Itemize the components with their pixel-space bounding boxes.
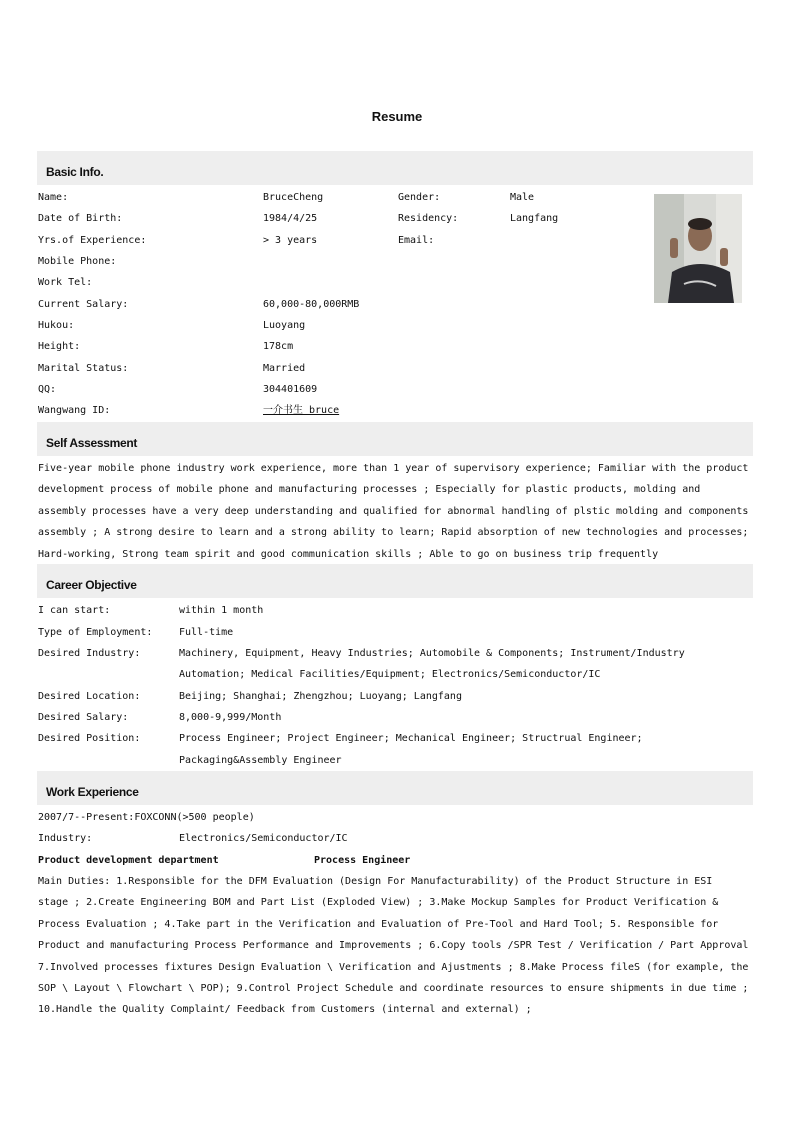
gender-value: Male (510, 192, 535, 203)
profile-photo (654, 194, 742, 303)
mobile-label: Mobile Phone: (38, 256, 117, 267)
qq-label: QQ: (38, 384, 57, 395)
marital-label: Marital Status: (38, 363, 129, 374)
career-objective-heading: Career Objective (46, 578, 137, 592)
gender-label: Gender: (398, 192, 441, 203)
hukou-label: Hukou: (38, 320, 75, 331)
duty-line: Process Evaluation ; 4.Take part in the Verification and Evaluation of Pre-Tool and Hard Tool; 5. Responsible for (38, 918, 719, 930)
email-label: Email: (398, 235, 435, 246)
duty-line: Main Duties: 1.Responsible for the DFM Evaluation (Design For Manufacturability) of the Product Structure in ESI (38, 876, 713, 887)
current-salary-label: Current Salary: (38, 299, 129, 310)
height-value: 178cm (263, 341, 294, 352)
self-assessment-heading: Self Assessment (46, 436, 138, 450)
duty-line: 10.Handle the Quality Complaint/ Feedback from Customers (internal and external) ; (38, 1004, 532, 1016)
start-value: within 1 month (179, 605, 264, 616)
desired-salary-label: Desired Salary: (38, 712, 129, 723)
duty-line: stage ; 2.Create Engineering BOM and Part List (Exploded View) ; 3.Make Mockup Samples for Product Verification & (38, 897, 719, 909)
work-industry-label: Industry: (38, 833, 93, 844)
work-experience-heading: Work Experience (46, 785, 139, 799)
name-label: Name: (38, 192, 69, 203)
desired-position-value: Process Engineer; Project Engineer; Mechanical Engineer; Structrual Engineer; (179, 733, 643, 744)
wangwang-link[interactable]: 一介书生 bruce (263, 405, 340, 416)
current-salary-value: 60,000-80,000RMB (263, 299, 360, 310)
experience-label: Yrs.of Experience: (38, 235, 147, 246)
desired-position-label: Desired Position: (38, 733, 141, 744)
wangwang-label: Wangwang ID: (38, 405, 111, 416)
duty-line: SOP \ Layout \ Flowchart \ POP); 9.Control Project Schedule and coordinate resources to ensure shipments in due time ; (38, 983, 749, 995)
qq-value: 304401609 (263, 384, 318, 395)
desired-industry-value-cont: Automation; Medical Facilities/Equipment; Electronics/Semiconductor/IC (179, 669, 601, 680)
desired-position-value-cont: Packaging&Assembly Engineer (179, 755, 342, 766)
self-line: assembly ; A strong desire to learn and a strong ability to learn; Rapid absorption of new technologies and processes; (38, 527, 749, 539)
self-line: assembly processes have a very deep understanding and qualified for abnormal handling of plstic molding and components (38, 505, 749, 517)
basic-info-heading: Basic Info. (46, 165, 104, 179)
start-label: I can start: (38, 605, 111, 616)
marital-value: Married (263, 363, 306, 374)
self-line: Hard-working, Strong team spirit and good communication skills ; Able to go on business trip frequently (38, 548, 659, 560)
career-objective-header (37, 564, 753, 598)
desired-location-label: Desired Location: (38, 691, 141, 702)
dob-label: Date of Birth: (38, 213, 123, 224)
work-department: Product development department (38, 855, 219, 866)
height-label: Height: (38, 341, 81, 352)
dob-value: 1984/4/25 (263, 213, 318, 224)
desired-salary-value: 8,000-9,999/Month (179, 712, 282, 723)
worktel-label: Work Tel: (38, 277, 93, 288)
self-line: development process of mobile phone and manufacturing processes ; Especially for plastic products, molding and (38, 484, 701, 496)
self-assessment-header (37, 422, 753, 456)
duty-line: 7.Involved processes fixtures Design Evaluation \ Verification and Ajustments ; 8.Make Process fileS (for example, the (38, 961, 749, 973)
experience-value: > 3 years (263, 235, 318, 246)
desired-industry-value: Machinery, Equipment, Heavy Industries; Automobile & Components; Instrument/Industry (179, 648, 685, 659)
work-role: Process Engineer (314, 855, 411, 866)
duty-line: Product and manufacturing Process Performance and Improvements ; 6.Copy tools /SPR Test / Verification / Part Approval (38, 940, 749, 952)
residency-label: Residency: (398, 213, 459, 224)
work-duties (38, 871, 748, 1021)
page-title: Resume (371, 109, 423, 124)
desired-location-value: Beijing; Shanghai; Zhengzhou; Luoyang; Langfang (179, 691, 462, 702)
basic-info-header (37, 151, 753, 185)
work-period: 2007/7--Present:FOXCONN(>500 people) (38, 812, 255, 823)
employment-type-value: Full-time (179, 627, 234, 638)
residency-value: Langfang (510, 213, 559, 224)
self-assessment-text (38, 458, 748, 565)
desired-industry-label: Desired Industry: (38, 648, 141, 659)
hukou-value: Luoyang (263, 320, 306, 331)
work-experience-header (37, 771, 753, 805)
employment-type-label: Type of Employment: (38, 627, 153, 638)
work-industry-value: Electronics/Semiconductor/IC (179, 833, 348, 844)
self-line: Five-year mobile phone industry work experience, more than 1 year of supervisory experience; Familiar with the product (38, 463, 749, 474)
name-value: BruceCheng (263, 192, 324, 203)
